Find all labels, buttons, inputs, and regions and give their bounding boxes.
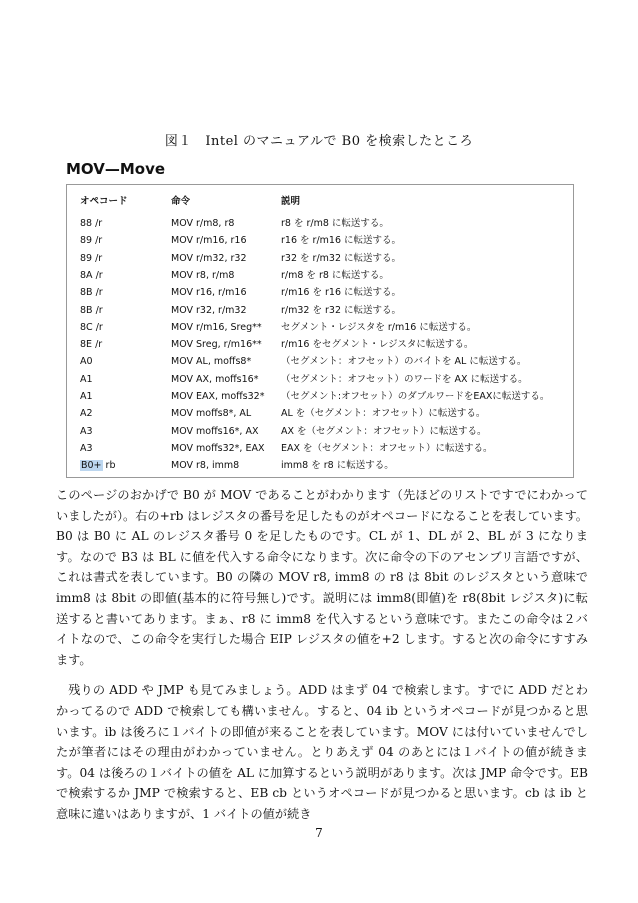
body-text [56,485,588,825]
instruction-cell: MOV EAX, moffs32* [171,391,265,402]
instruction-cell: MOV moffs8*, AL [171,408,252,420]
opcode-cell: A0 [80,356,93,368]
instruction-cell: MOV r/m16, Sreg** [171,321,262,333]
instruction-cell: MOV r/m16, r16 [171,235,247,247]
instruction-cell: MOV moffs32*, EAX [171,442,265,454]
description-cell: （セグメント:オフセット）のダブルワードをEAXに転送する。 [281,391,550,402]
opcode-cell: 8A /r [80,269,103,281]
opcode-table [66,184,574,478]
description-cell: r/m16 を r16 に転送する。 [281,287,402,299]
header-instruction: 命令 [171,196,191,207]
description-cell: セグメント・レジスタを r/m16 に転送する。 [281,321,477,333]
instruction-cell: MOV r32, r/m32 [171,304,247,316]
instruction-cell: MOV AX, moffs16* [171,373,259,385]
opcode-cell: A1 [80,391,93,402]
instruction-cell: MOV r/m32, r32 [171,252,247,264]
paragraph-2: 残りの ADD や JMP も見てみましょう。ADD はまず 04 で検索します。すでに ADD だとわかってるので ADD で検索しても構いません。すると、04 ib というオペコードが見つかると思います。ib は後ろに１バイトの即値が来ることを表しています。MOV には付いていませんでしたが筆者にはその理由がわかっていません。とりあえず 04 のあとには１バイトの値が続きます。04 は後ろの１バイトの値を AL に加算するという説明があります。次は JMP 命令です。EB で検索するか JMP で検索すると、EB cb というオペコードが見つかると思います。cb は ib と意味に違いはありますが、1 バイトの値が続き [56,683,588,821]
header-opcode: オペコード [80,196,128,207]
instruction-cell: MOV r8, imm8 [171,460,240,472]
opcode-cell: 89 /r [80,252,103,264]
description-cell: imm8 を r8 に転送する。 [281,460,394,472]
instruction-cell: MOV Sreg, r/m16** [171,339,262,351]
opcode-cell: A1 [80,373,93,385]
page-number: 7 [315,826,323,840]
description-cell: r/m8 を r8 に転送する。 [281,269,389,281]
search-highlight: B0+ [81,460,102,472]
description-cell: r8 を r/m8 に転送する。 [281,218,389,229]
instruction-cell: MOV moffs16*, AX [171,425,259,437]
table-row [67,456,573,476]
description-cell: （セグメント：オフセット）のワードを AX に転送する。 [281,373,528,385]
header-description: 説明 [281,196,301,207]
instruction-cell: MOV r/m8, r8 [171,218,235,229]
description-cell: r32 を r/m32 に転送する。 [281,252,402,264]
description-cell: AL を（セグメント：オフセット）に転送する。 [281,408,486,420]
opcode-cell: 89 /r [80,235,103,247]
instruction-cell: MOV AL, moffs8* [171,356,252,368]
figure-manual-excerpt [66,160,574,478]
description-cell: r16 を r/m16 に転送する。 [281,235,402,247]
description-cell: AX を（セグメント：オフセット）に転送する。 [281,425,487,437]
opcode-cell: A2 [80,408,93,420]
opcode-cell: B0+ rb [81,460,116,472]
figure-title: MOV—Move [66,160,166,178]
opcode-cell: 8B /r [80,304,103,316]
description-cell: r/m32 を r32 に転送する。 [281,304,402,316]
opcode-cell: 8B /r [80,287,103,299]
figure-caption: 図１ Intel のマニュアルで B0 を検索したところ [164,134,474,149]
opcode-cell: 8C /r [80,321,103,333]
instruction-cell: MOV r8, r/m8 [171,269,235,281]
opcode-cell: A3 [80,425,93,437]
paragraph-1: このページのおかげで B0 が MOV であることがわかります（先ほどのリストですでにわかっていましたが）。右の+rb はレジスタの番号を足したものがオペコードになることを表しています。B0 は B0 に AL のレジスタ番号 0 を足したものです。CL が 1、DL が 2、BL が 3 になります。なので B3 は BL に値を代入する命令になります。次に命令の下のアセンブリ言語ですが、これは書式を表しています。B0 の隣の MOV r8, imm8 の r8 は 8bit のレジスタという意味で imm8 は 8bit の即値(基本的に符号無し)です。説明には imm8(即値)を r8(8bit レジスタ)に転送すると書いてあります。まぁ、r8 に imm8 を代入するという意味です。またこの命令は２バイトなので、この命令を実行した場合 EIP レジスタの値を+2 します。すると次の命令にすすみます。 [56,488,588,667]
opcode-cell: 88 /r [80,218,103,229]
instruction-cell: MOV r16, r/m16 [171,287,247,299]
description-cell: EAX を（セグメント：オフセット）に転送する。 [281,442,493,454]
description-cell: （セグメント：オフセット）のバイトを AL に転送する。 [281,356,527,368]
opcode-cell: A3 [80,442,93,454]
table-header [67,192,573,212]
opcode-cell: 8E /r [80,339,103,351]
description-cell: r/m16 をセグメント・レジスタに転送する。 [281,339,474,351]
